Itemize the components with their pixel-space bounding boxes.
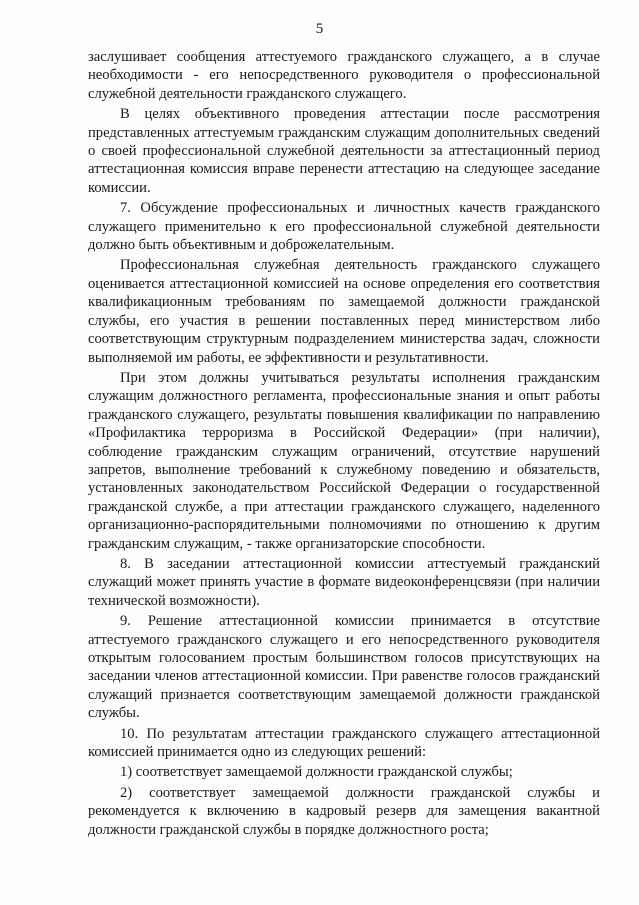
paragraph-item-10: 10. По результатам аттестации гражданского служащего аттестационной комиссией принимается одно из следующих решений: <box>88 725 600 761</box>
paragraph-item-9: 9. Решение аттестационной комиссии принимается в отсутствие аттестуемого гражданского служащего и его непосредственного руководителя открытым голосованием простым большинством голосов присутствующих на заседании членов аттестационной комиссии. При равенстве голосов гражданский служащий признается соответствующим замещаемой должности гражданской службы. <box>88 613 600 722</box>
paragraph-postpone-attestation: В целях объективного проведения аттестации после рассмотрения представленных аттестуемым гражданским служащим дополнительных сведений о своей профессиональной служебной деятельности за аттестационный период аттестационная комиссия вправе перенести аттестацию на следующее заседание комиссии. <box>88 106 600 196</box>
paragraph-considered-results: При этом должны учитываться результаты исполнения гражданским служащим должностного регламента, профессиональные знания и опыт работы гражданского служащего, результаты повышения квалификации по направлению «Профилактика терроризма в Российской Федерации» (при наличии), соблюдение гражданским служащим ограничений, отсутствие нарушений запретов, выполнение требований к служебному поведению и обязательств, установленных законодательством Российской Федерации о государственной гражданской службе, а при аттестации гражданского служащего, наделенного организационно-распорядительными полномочиями по отношению к другим гражданским служащим, - также организаторские способности. <box>88 369 600 552</box>
list-item-decision-2: 2) соответствует замещаемой должности гражданской службы и рекомендуется к включению в кадровый резерв для замещения вакантной должности гражданской службы в порядке должностного роста; <box>88 784 600 838</box>
paragraph-evaluation-criteria: Профессиональная служебная деятельность гражданского служащего оценивается аттестационной комиссией на основе определения его соответствия квалификационным требованиям по замещаемой должности гражданской службы, его участия в решении поставленных перед министерством либо соответствующим структурным подразделением министерства задач, сложности выполняемой им работы, ее эффективности и результативности. <box>88 257 600 366</box>
page-number: 5 <box>315 21 324 37</box>
paragraph-hearing-reports: заслушивает сообщения аттестуемого гражданского служащего, а в случае необходимости - его непосредственного руководителя о профессиональной служебной деятельности гражданского служащего. <box>88 49 600 102</box>
list-item-decision-1: 1) соответствует замещаемой должности гражданской службы; <box>120 764 513 781</box>
paragraph-item-8: 8. В заседании аттестационной комиссии аттестуемый гражданский служащий может принять участие в формате видеоконференцсвязи (при наличии технической возможности). <box>88 555 600 609</box>
document-body <box>88 48 600 841</box>
paragraph-item-7: 7. Обсуждение профессиональных и личностных качеств гражданского служащего применительно к его профессиональной служебной деятельности должно быть объективным и доброжелательным. <box>88 200 600 254</box>
